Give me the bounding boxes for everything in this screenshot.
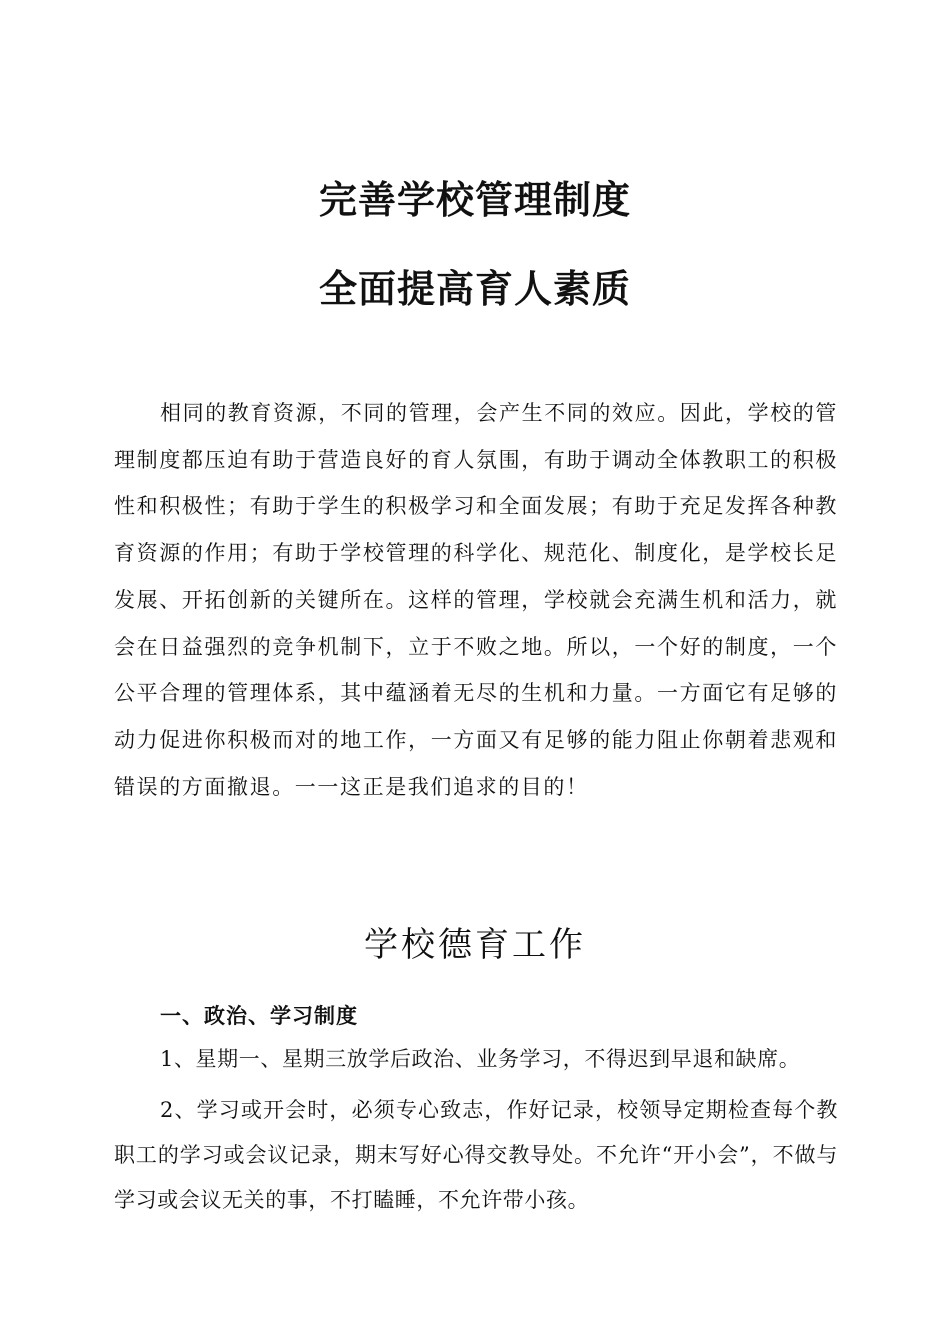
section-title: 学校德育工作 [364, 925, 586, 965]
subheading-politics-study: 一、政治、学习制度 [160, 1004, 358, 1028]
rule-item-2: 2、学习或开会时，必须专心致志，作好记录，校领导定期检查每个教职工的学习或会议记录，期末写好心得交教导处。不允许“开小会”，不做与学习或会议无关的事，不打瞌睡，不允许带小孩。 [114, 1098, 838, 1212]
document-title-line-1: 完善学校管理制度 [318, 178, 631, 222]
rule-item-1: 1、星期一、星期三放学后政治、业务学习，不得迟到早退和缺席。 [160, 1047, 801, 1071]
document-title-line-2: 全面提高育人素质 [318, 267, 631, 311]
intro-paragraph: 相同的教育资源，不同的管理，会产生不同的效应。因此，学校的管理制度都压迫有助于营造良好的育人氛围，有助于调动全体教职工的积极性和积极性；有助于学生的积极学习和全面发展；有助于充足发挥各种教育资源的作用；有助于学校管理的科学化、规范化、制度化，是学校长足发展、开拓创新的关键所在。这样的管理，学校就会充满生机和活力，就会在日益强烈的竞争机制下，立于不败之地。所以，一个好的制度，一个公平合理的管理体系，其中蕴涵着无尽的生机和力量。一方面它有足够的动力促进你积极而对的地工作，一方面又有足够的能力阻止你朝着悲观和错误的方面撤退。一一这正是我们追求的目的！ [114, 401, 838, 799]
